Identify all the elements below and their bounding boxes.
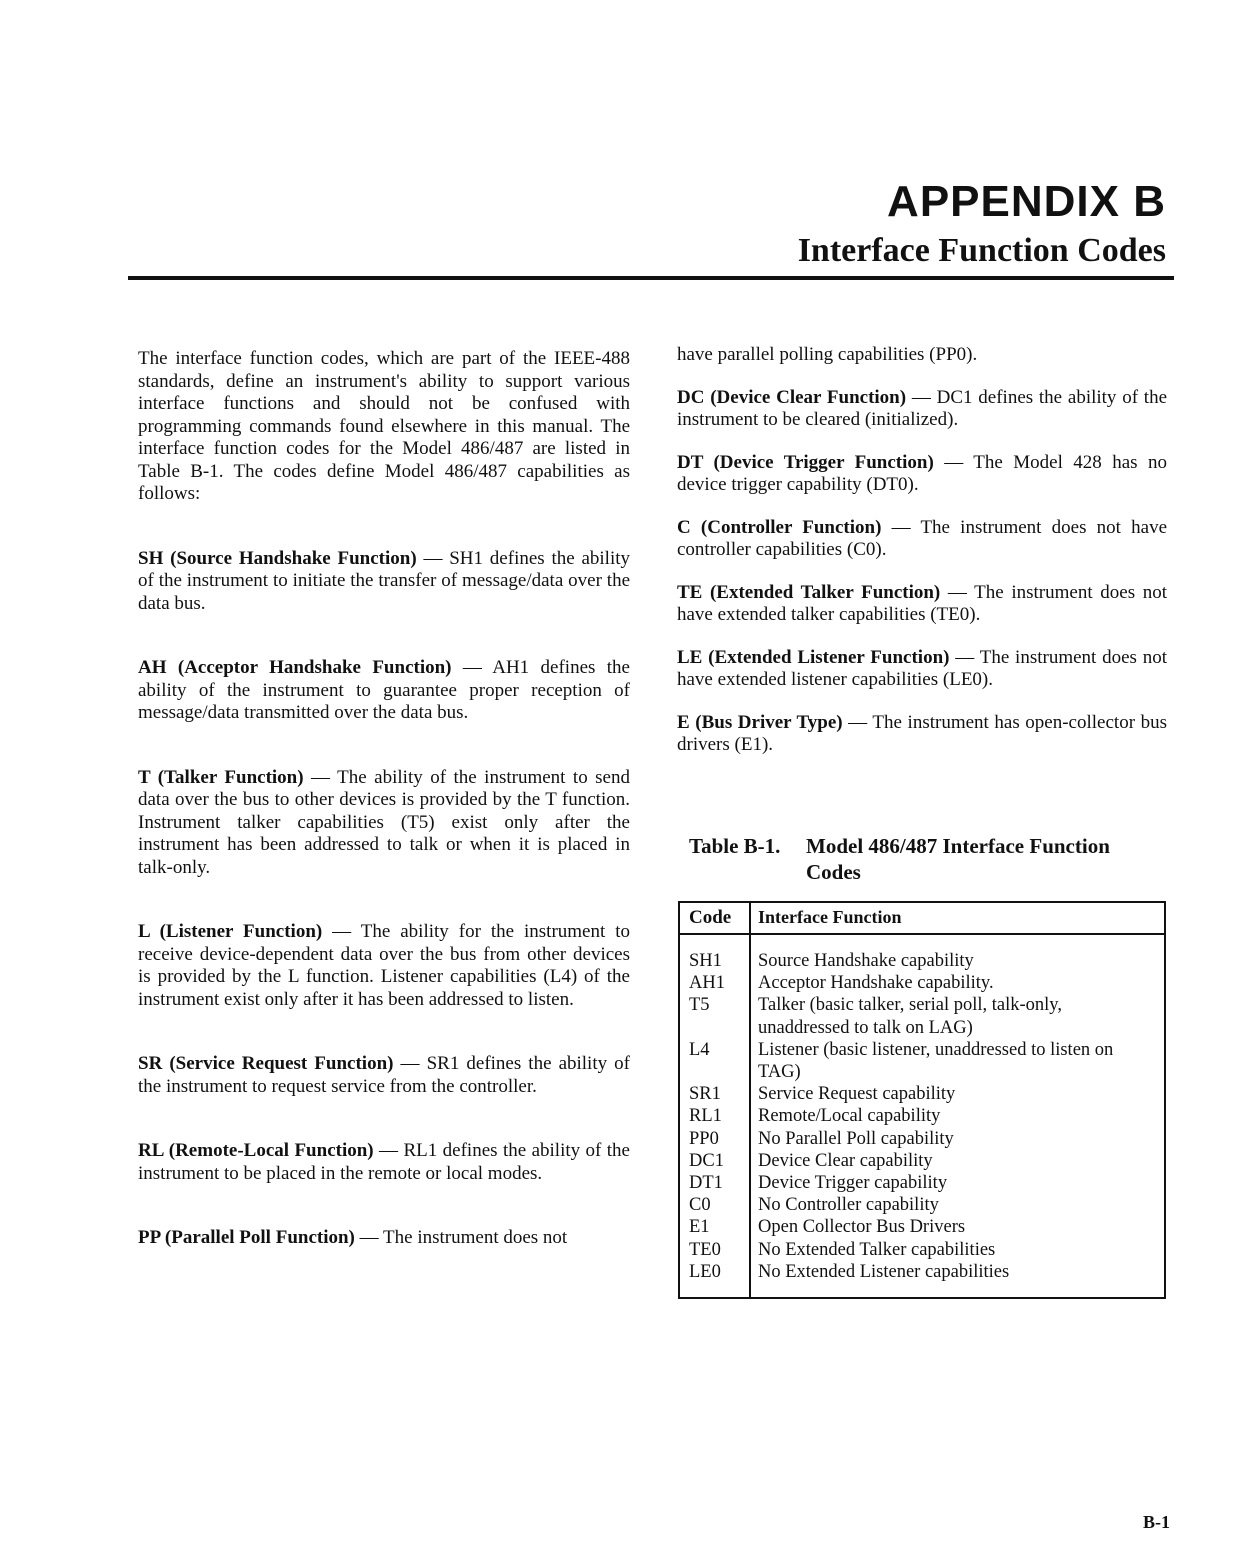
left-column [138, 348, 630, 1250]
table-row [680, 950, 1164, 972]
row-code: C0 [689, 1195, 711, 1216]
row-code: DT1 [689, 1173, 723, 1194]
e-paragraph [677, 712, 1167, 757]
row-code: SH1 [689, 951, 722, 971]
sr-term: SR (Service Request Function) [138, 1053, 394, 1074]
row-code: AH1 [689, 973, 725, 994]
title-rule [128, 276, 1174, 280]
dc-paragraph [677, 387, 1167, 432]
le-text: — The instrument does not have extended listener capabilities (LE0). [677, 646, 1168, 690]
row-description: Device Clear capability [758, 1150, 933, 1171]
t-paragraph [138, 767, 630, 880]
l-term: L (Listener Function) [138, 921, 323, 942]
row-code: L4 [689, 1039, 710, 1060]
row-description: No Extended Listener capabilities [758, 1261, 1010, 1282]
c-term: C (Controller Function) [677, 516, 882, 538]
te-paragraph [677, 582, 1167, 627]
ah-text: — AH1 defines the ability of the instrument to guarantee proper reception of message/data transmitted over the data bus. [138, 657, 630, 723]
table-row [680, 1083, 1164, 1105]
ah-paragraph [138, 657, 630, 725]
te-text: — The instrument does not have extended talker capabilities (TE0). [677, 581, 1167, 625]
table-row [680, 1039, 1164, 1083]
table-header-divider [680, 933, 1164, 935]
sh-text: — SH1 defines the ability of the instrument to initiate the transfer of message/data over the data bus. [138, 547, 631, 614]
sr-text: — SR1 defines the ability of the instrument to request service from the controller. [138, 1053, 631, 1097]
dc-text: — DC1 defines the ability of the instrument to be cleared (initialized). [677, 386, 1168, 430]
table-row [680, 1261, 1164, 1283]
pp-paragraph [138, 1227, 630, 1250]
table-row [680, 1239, 1164, 1261]
table-header-code: Code [689, 907, 732, 928]
dt-text: — The Model 428 has no device trigger capability (DT0). [677, 451, 1167, 495]
row-code: T5 [689, 995, 710, 1016]
c-paragraph [677, 517, 1167, 562]
table-caption-number: Table B-1. [689, 834, 781, 858]
row-code: SR1 [689, 1084, 721, 1105]
l-paragraph [138, 921, 630, 1011]
sr-paragraph [138, 1053, 630, 1098]
table-row [680, 1128, 1164, 1150]
table-row [680, 1194, 1164, 1216]
row-description: Talker (basic talker, serial poll, talk-only, unaddressed to talk on LAG) [758, 995, 1062, 1038]
intro-paragraph: The interface function codes, which are part of the IEEE-488 standards, define an instrument's ability to support various interface functions and should not be confused with programming commands found elsewhere in this manual. The interface function codes for the Model 486/487 are listed in Table B-1. The codes define Model 486/487 capabilities as follows: [138, 348, 630, 504]
row-code: DC1 [689, 1150, 724, 1171]
dt-paragraph [677, 452, 1167, 497]
row-code: RL1 [689, 1106, 722, 1127]
row-description: No Extended Talker capabilities [758, 1239, 996, 1260]
c-text: — The instrument does not have controller capabilities (C0). [677, 516, 1168, 560]
interface-function-table [678, 901, 1166, 1299]
dc-term: DC (Device Clear Function) [677, 386, 907, 408]
pp-term: PP (Parallel Poll Function) [138, 1227, 355, 1248]
te-term: TE (Extended Talker Function) [677, 581, 941, 603]
table-body [680, 950, 1164, 1283]
le-term: LE (Extended Listener Function) [677, 646, 950, 668]
dt-term: DT (Device Trigger Function) [677, 451, 934, 473]
t-term: T (Talker Function) [138, 766, 304, 788]
page-number: B-1 [1143, 1512, 1170, 1532]
row-code: PP0 [689, 1128, 719, 1149]
appendix-label: APPENDIX B [887, 177, 1166, 226]
le-paragraph [677, 647, 1167, 692]
rl-text: — RL1 defines the ability of the instrument to be placed in the remote or local modes. [138, 1140, 630, 1184]
row-description: Acceptor Handshake capability. [758, 973, 994, 994]
table-row [680, 1105, 1164, 1127]
pp-text: — The instrument does not [354, 1227, 568, 1248]
page-title: Interface Function Codes [797, 232, 1166, 269]
row-description: Listener (basic listener, unaddressed to listen on TAG) [758, 1039, 1114, 1083]
table-row [680, 1172, 1164, 1194]
ah-term: AH (Acceptor Handshake Function) [138, 657, 452, 678]
table-row [680, 1216, 1164, 1238]
e-text: — The instrument has open-collector bus drivers (E1). [677, 711, 1167, 755]
table-header-function: Interface Function [758, 907, 902, 927]
e-term: E (Bus Driver Type) [677, 711, 843, 733]
table-row [680, 994, 1164, 1038]
row-description: Source Handshake capability [758, 951, 974, 971]
right-column [677, 344, 1167, 757]
row-description: No Parallel Poll capability [758, 1128, 954, 1149]
row-code: LE0 [689, 1261, 721, 1282]
row-description: Open Collector Bus Drivers [758, 1217, 966, 1238]
row-description: Device Trigger capability [758, 1173, 948, 1194]
row-description: Remote/Local capability [758, 1106, 941, 1127]
rl-paragraph [138, 1140, 630, 1185]
table-row [680, 1150, 1164, 1172]
l-text: — The ability for the instrument to receive device-dependent data over the bus from other devices is provided by the L function. Listener capabilities (L4) of the instrument exist only after it has been addressed to listen. [138, 921, 630, 1010]
pp-continuation: have parallel polling capabilities (PP0). [677, 344, 978, 365]
row-code: E1 [689, 1217, 710, 1238]
table-caption-text: Model 486/487 Interface Function Codes [806, 834, 1110, 884]
sh-term: SH (Source Handshake Function) [138, 547, 417, 569]
table-row [680, 972, 1164, 994]
rl-term: RL (Remote-Local Function) [138, 1140, 374, 1161]
sh-paragraph [138, 548, 630, 616]
row-code: TE0 [689, 1239, 721, 1260]
row-description: No Controller capability [758, 1195, 939, 1216]
row-description: Service Request capability [758, 1084, 956, 1105]
t-text: — The ability of the instrument to send data over the bus to other devices is provided by the T function. Instrument talker capabilities (T5) exist only after the instrument has been addressed to talk or when it is placed in talk-only. [138, 766, 630, 878]
